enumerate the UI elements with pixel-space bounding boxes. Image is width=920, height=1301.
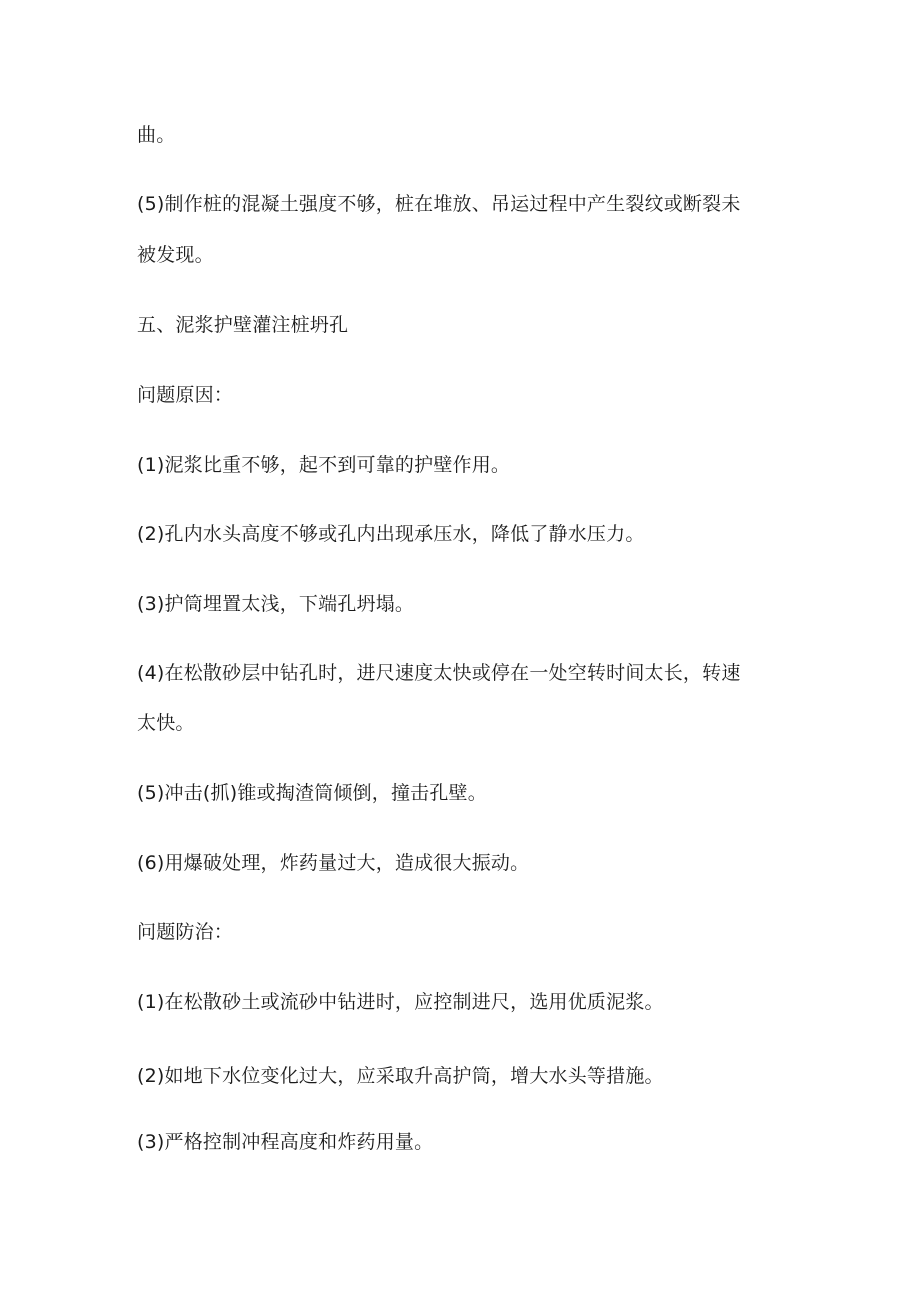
- prevention-item-3: (3)严格控制冲程高度和炸药用量。: [137, 1131, 434, 1153]
- cause-item-5-text: (5)制作桩的混凝土强度不够，桩在堆放、吊运过程中产生裂纹或断裂未: [137, 193, 741, 215]
- cause-item-5: (5)冲击(抓)锥或掏渣筒倾倒，撞击孔壁。: [137, 782, 487, 804]
- cause-item-4-continuation: 太快。: [137, 712, 195, 734]
- cause-item-1: (1)泥浆比重不够，起不到可靠的护壁作用。: [137, 454, 511, 476]
- cause-item-4: (4)在松散砂层中钻孔时，进尺速度太快或停在一处空转时间太长，转速: [137, 662, 741, 684]
- cause-item-3: (3)护筒埋置太浅，下端孔坍塌。: [137, 593, 415, 615]
- prevention-item-1: (1)在松散砂土或流砂中钻进时，应控制进尺，选用优质泥浆。: [137, 991, 664, 1013]
- cause-item-2: (2)孔内水头高度不够或孔内出现承压水，降低了静水压力。: [137, 523, 645, 545]
- paragraph-end-text: 曲。: [137, 124, 176, 146]
- section-heading: 五、泥浆护壁灌注桩坍孔: [137, 314, 349, 336]
- cause-item-5-continuation: 被发现。: [137, 244, 214, 266]
- prevention-item-2: (2)如地下水位变化过大，应采取升高护筒，增大水头等措施。: [137, 1065, 664, 1087]
- causes-subheading: 问题原因：: [137, 384, 234, 406]
- prevention-subheading: 问题防治：: [137, 921, 234, 943]
- cause-item-6: (6)用爆破处理，炸药量过大，造成很大振动。: [137, 852, 530, 874]
